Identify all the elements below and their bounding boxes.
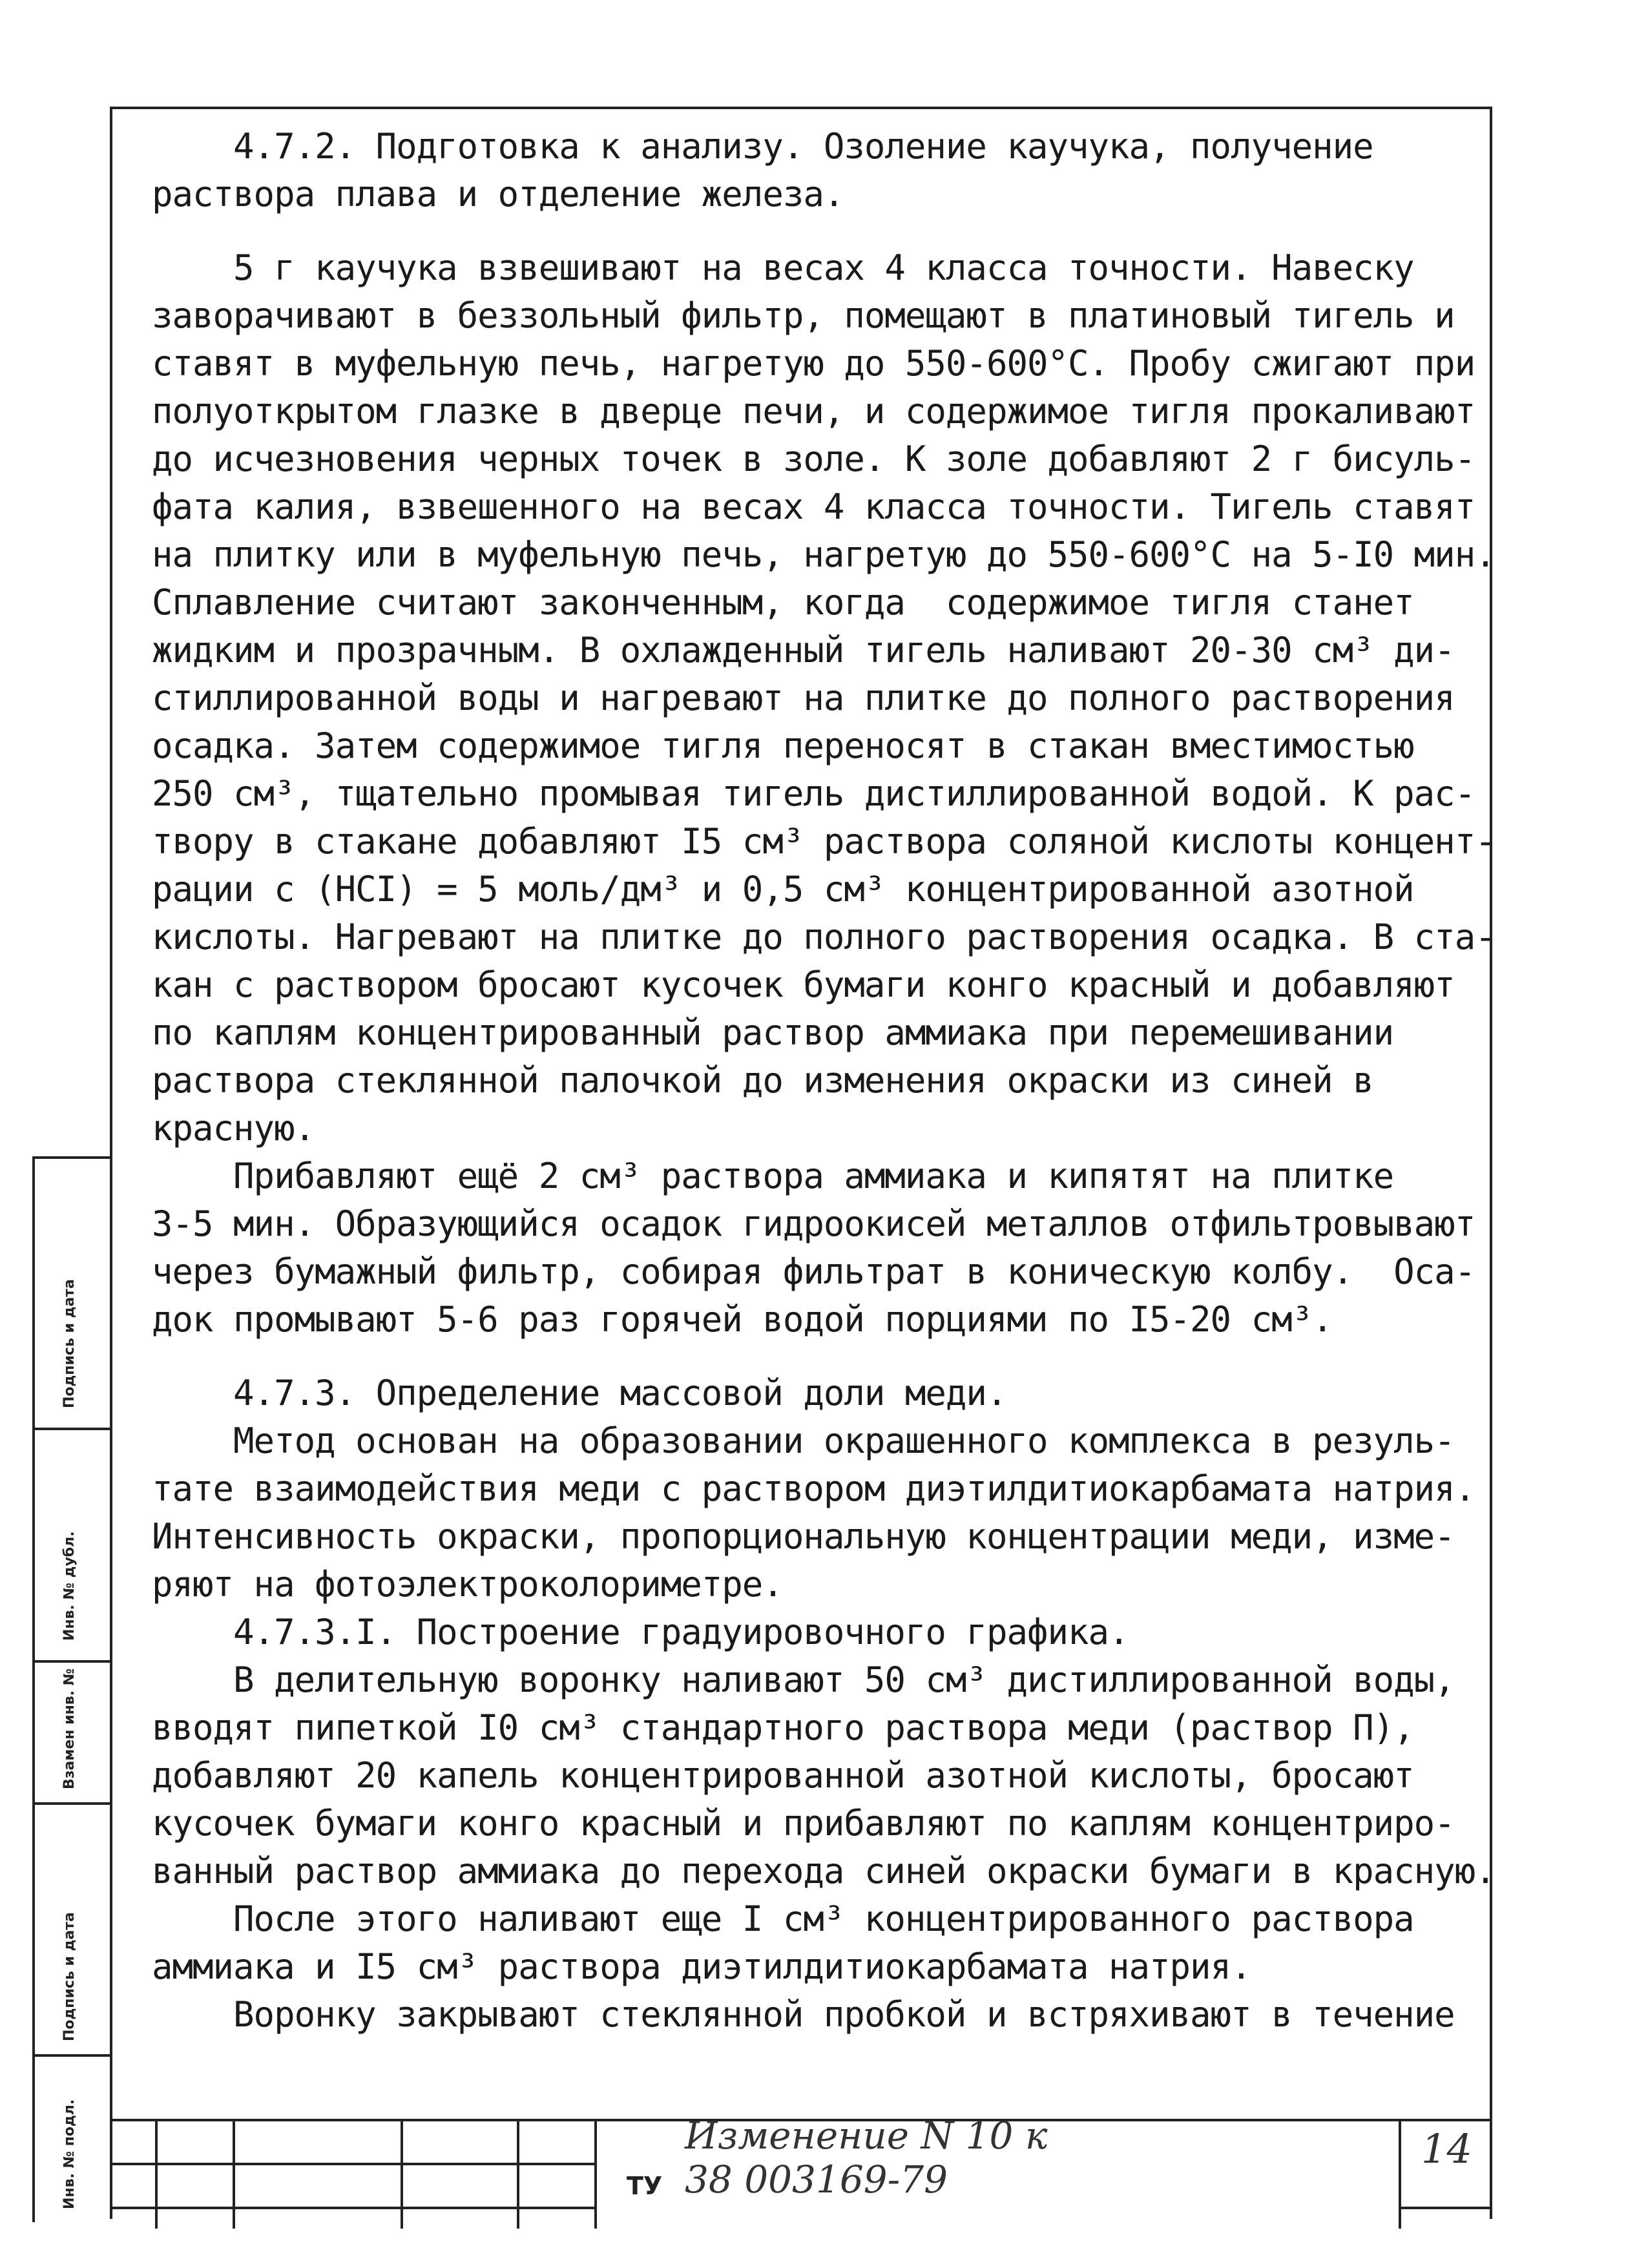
- text-line: жидким и прозрачным. В охлажденный тигель наливают 20-30 см³ ди-: [152, 630, 1455, 671]
- text-line: добавляют 20 капель концентрированной азотной кислоты, бросают: [152, 1755, 1414, 1796]
- side-stamp-divider: [32, 2054, 112, 2057]
- tu-number-handwritten: 38 003169-79: [685, 2158, 948, 2201]
- text-line: через бумажный фильтр, собирая фильтрат в коническую колбу. Оса-: [152, 1251, 1475, 1292]
- text-line: ванный раствор аммиака до перехода синей окраски бумаги в красную.: [152, 1851, 1496, 1891]
- side-stamp-divider: [32, 1428, 112, 1430]
- text-line: фата калия, взвешенного на весах 4 класса точности. Тигель ставят: [152, 486, 1475, 527]
- page-number: 14: [1421, 2125, 1472, 2172]
- side-stamp-label: Подпись и дата: [61, 1912, 78, 2041]
- text-line: осадка. Затем содержимое тигля переносят в стакан вместимостью: [152, 725, 1414, 766]
- text-line: по каплям концентрированный раствор аммиака при перемешивании: [152, 1012, 1394, 1053]
- page-frame-right: [1490, 107, 1492, 2219]
- text-line: 5 г каучука взвешивают на весах 4 класса точности. Навеску: [152, 247, 1414, 288]
- side-stamp-divider: [32, 1802, 112, 1805]
- text-line: рации с (HCI) = 5 моль/дм³ и 0,5 см³ концентрированной азотной: [152, 869, 1414, 910]
- title-block-line: [110, 2207, 594, 2209]
- side-stamp-label: Инв. № подл.: [61, 2099, 78, 2209]
- text-line: стиллированной воды и нагревают на плитке до полного растворения: [152, 678, 1455, 718]
- title-block-line: [594, 2119, 597, 2229]
- text-line: док промывают 5-6 раз горячей водой порциями по I5-20 см³.: [152, 1299, 1333, 1340]
- text-line: раствора плава и отделение железа.: [152, 174, 844, 214]
- title-block-line: [233, 2119, 235, 2229]
- text-line: 3-5 мин. Образующийся осадок гидроокисей металлов отфильтровывают: [152, 1203, 1475, 1244]
- title-block-line: [1399, 2207, 1492, 2209]
- text-line: на плитку или в муфельную печь, нагретую до 550-600°С на 5-I0 мин.: [152, 534, 1496, 575]
- title-block-line: [401, 2119, 403, 2229]
- tu-prefix: ТУ: [627, 2172, 663, 2200]
- text-line: аммиака и I5 см³ раствора диэтилдитиокарбамата натрия.: [152, 1946, 1251, 1987]
- text-line: красную.: [152, 1108, 315, 1149]
- side-stamp-divider: [32, 1660, 112, 1663]
- text-line: тате взаимодействия меди с раствором диэтилдитиокарбамата натрия.: [152, 1468, 1475, 1509]
- text-line: Метод основан на образовании окрашенного комплекса в резуль-: [152, 1420, 1455, 1461]
- side-stamp-label: Инв. № дубл.: [61, 1531, 78, 1641]
- text-line: В делительную воронку наливают 50 см³ дистиллированной воды,: [152, 1659, 1455, 1700]
- text-line: полуоткрытом глазке в дверце печи, и содержимое тигля прокаливают: [152, 391, 1475, 432]
- text-line: Воронку закрывают стеклянной пробкой и встряхивают в течение: [152, 1994, 1455, 2035]
- text-line: кусочек бумаги конго красный и прибавляют по каплям концентриро-: [152, 1803, 1455, 1844]
- text-line: заворачивают в беззольный фильтр, помещают в платиновый тигель и: [152, 295, 1455, 336]
- title-block-line: [155, 2119, 158, 2229]
- text-line: 4.7.3. Определение массовой доли меди.: [152, 1373, 1007, 1413]
- side-stamp-divider: [32, 1156, 112, 1159]
- title-block-line: [1399, 2119, 1401, 2229]
- text-line: 4.7.2. Подготовка к анализу. Озоление каучука, получение: [152, 126, 1373, 167]
- page-frame-top: [110, 107, 1492, 109]
- side-stamp-label: Взамен инв. №: [61, 1668, 78, 1789]
- text-line: до исчезновения черных точек в золе. К золе добавляют 2 г бисуль-: [152, 439, 1475, 479]
- text-line: Прибавляют ещё 2 см³ раствора аммиака и кипятят на плитке: [152, 1156, 1394, 1196]
- title-block-line: [110, 2163, 594, 2165]
- text-line: Интенсивность окраски, пропорциональную концентрации меди, изме-: [152, 1516, 1455, 1557]
- side-stamp-label: Подпись и дата: [61, 1279, 78, 1408]
- text-line: ставят в муфельную печь, нагретую до 550-600°С. Пробу сжигают при: [152, 343, 1475, 384]
- text-line: твору в стакане добавляют I5 см³ раствора соляной кислоты концент-: [152, 821, 1496, 862]
- text-line: раствора стеклянной палочкой до изменения окраски из синей в: [152, 1060, 1373, 1101]
- document-body: [152, 123, 1496, 2039]
- text-line: 250 см³, тщательно промывая тигель дистиллированной водой. К рас-: [152, 773, 1475, 814]
- change-note-handwritten: Изменение N 10 к: [685, 2114, 1048, 2158]
- title-block-line: [517, 2119, 519, 2229]
- text-line: кан с раствором бросают кусочек бумаги конго красный и добавляют: [152, 964, 1455, 1005]
- text-line: кислоты. Нагревают на плитке до полного растворения осадка. В ста-: [152, 917, 1496, 957]
- text-line: Сплавление считают законченным, когда содержимое тигля станет: [152, 582, 1414, 623]
- text-line: ряют на фотоэлектроколориметре.: [152, 1564, 783, 1605]
- text-line: После этого наливают еще I см³ концентрированного раствора: [152, 1899, 1414, 1939]
- text-line: вводят пипеткой I0 см³ стандартного раствора меди (раствор П),: [152, 1707, 1414, 1748]
- text-line: 4.7.3.I. Построение градуировочного графика.: [152, 1612, 1129, 1652]
